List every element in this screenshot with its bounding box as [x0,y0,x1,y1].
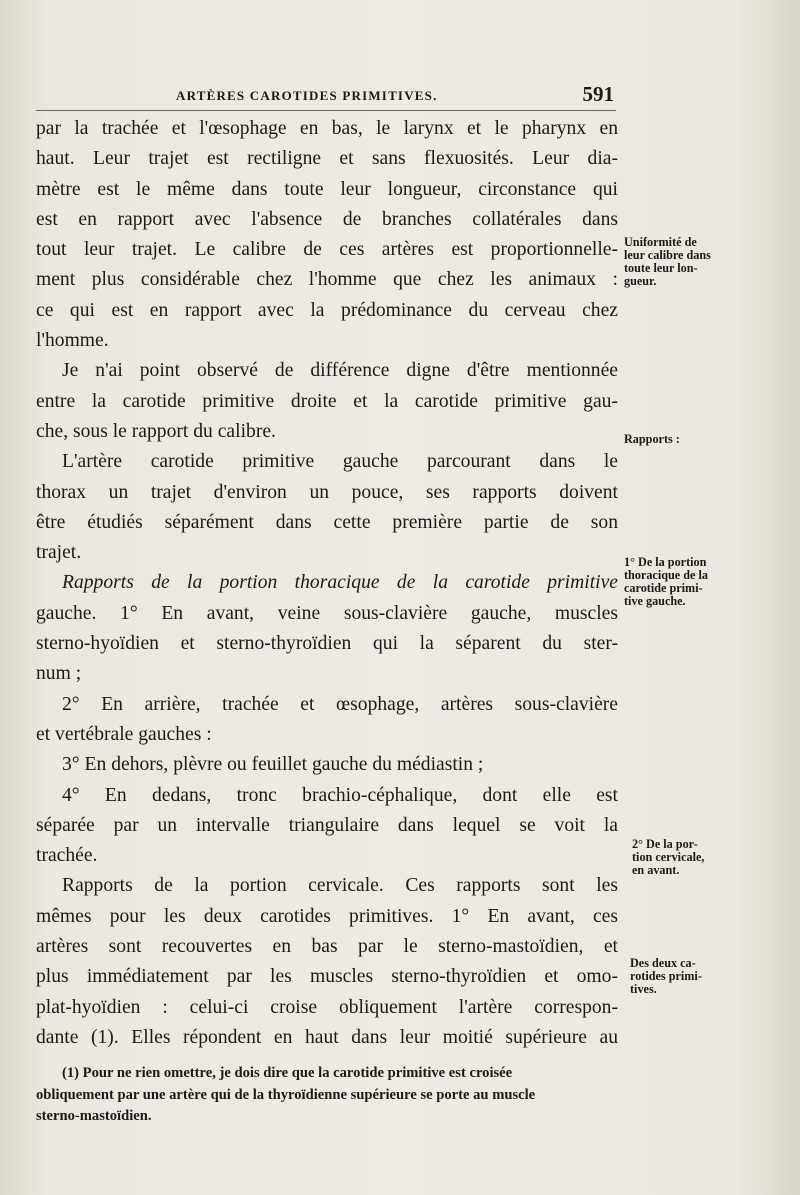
text-line: être étudiés séparément dans cette première partie de son [36,511,618,533]
text-line: plus immédiatement par les muscles sterno-thyroïdien et omo- [36,966,618,988]
text-line: plat-hyoïdien : celui-ci croise obliquement l'artère correspon- [36,996,618,1018]
text-line: 3° En dehors, plèvre ou feuillet gauche du médiastin ; [62,754,484,776]
text-line: ce qui est en rapport avec la prédominance du cerveau chez [36,299,618,321]
margin-note-rapports: Rapports : [624,432,680,446]
text-line: et vertébrale gauches : [36,723,212,745]
text-line: par la trachée et l'œsophage en bas, le larynx et le pharynx en [36,118,618,139]
text-line: ment plus considérable chez l'homme que chez les animaux : [36,269,618,291]
text-line: Rapports de la portion cervicale. Ces rapports sont les [62,875,618,897]
footnote-line: obliquement par une artère qui de la thyroïdienne supérieure se porte au muscle [36,1086,536,1103]
text-line: séparée par un intervalle triangulaire dans lequel se voit la [36,814,618,836]
text-line: sterno-hyoïdien et sterno-thyroïdien qui la séparent du ster- [36,633,618,655]
text-line: l'homme. [36,330,109,352]
footnote-line: (1) Pour ne rien omettre, je dois dire que la carotide primitive est croisée [62,1065,513,1082]
text-line: 4° En dedans, tronc brachio-céphalique, dont elle est [62,784,618,806]
margin-note-thoracic-portion: 1° De la portion thoracique de la carotide primi- tive gauche. [624,555,708,608]
text-line: mêmes pour les deux carotides primitives. 1° En avant, ces [36,905,618,927]
text-line: che, sous le rapport du calibre. [36,420,276,442]
text-line: haut. Leur trajet est rectiligne et sans flexuosités. Leur dia- [36,148,618,170]
footnote-gap [36,1053,618,1063]
text-line: trajet. [36,542,82,564]
text-line: thorax un trajet d'environ un pouce, ses rapports doivent [36,481,618,503]
text-line: est en rapport avec l'absence de branches collatérales dans [36,208,618,230]
text-line: tout leur trajet. Le calibre de ces artères est proportionnelle- [36,239,618,261]
text-line: artères sont recouvertes en bas par le sterno-mastoïdien, et [36,936,618,958]
text-line: entre la carotide primitive droite et la carotide primitive gau- [36,390,618,412]
page-header [36,84,616,111]
text-line: gauche. 1° En avant, veine sous-clavière gauche, muscles [36,602,618,624]
text-line: 2° En arrière, trachée et œsophage, artères sous-clavière [62,693,618,715]
margin-note-cervical-portion: 2° De la por- tion cervicale, en avant. [632,837,705,877]
margin-note-uniformity: Uniformité de leur calibre dans toute leur lon- gueur. [624,235,711,288]
text-line: Je n'ai point observé de différence digne d'être mentionnée [62,360,618,382]
main-text [36,114,618,1128]
margin-note-two-carotids: Des deux ca- rotides primi- tives. [630,956,702,996]
text-line: dante (1). Elles répondent en haut dans leur moitié supérieure au [36,1026,618,1048]
page-number: 591 [582,82,614,106]
text-line: num ; [36,663,82,685]
text-line: trachée. [36,845,98,867]
footnote-line: sterno-mastoïdien. [36,1108,152,1125]
running-title: ARTÈRES CAROTIDES PRIMITIVES. [176,88,438,103]
text-line: mètre est le même dans toute leur longueur, circonstance qui [36,178,618,200]
text-line: Rapports de la portion thoracique de la carotide primitive [62,572,618,594]
text-line: L'artère carotide primitive gauche parcourant dans le [62,451,618,473]
